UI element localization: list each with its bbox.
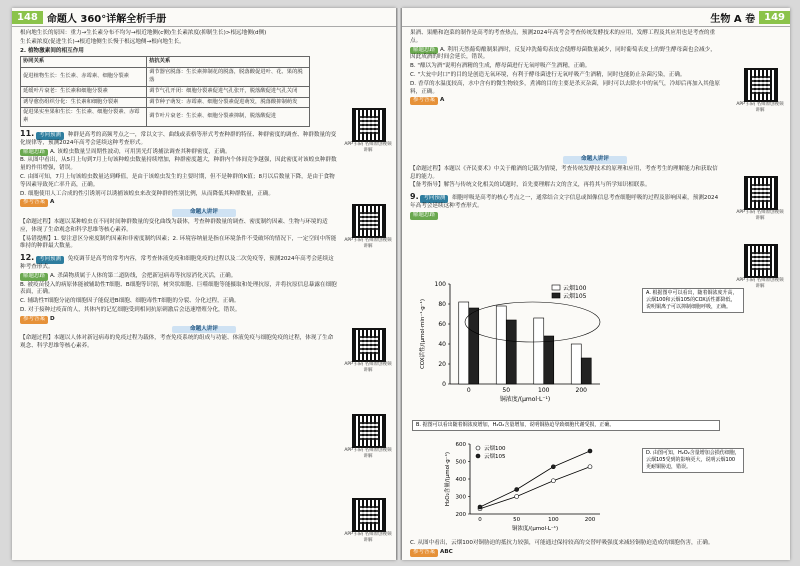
- left-page-number: 148: [12, 11, 43, 24]
- y-tick-label: 600: [455, 442, 466, 448]
- table-cell: 调节气孔开闭：细胞分裂素促进气孔张开，脱落酸促进气孔关闭: [147, 86, 310, 97]
- data-point: [588, 465, 592, 469]
- h2o2-chart: [442, 438, 622, 538]
- qr-caption: APP 扫码 名师原创视频讲解: [344, 142, 392, 153]
- legend-swatch: [552, 285, 560, 290]
- bar: [544, 336, 554, 384]
- qr-caption: APP 扫码 名师原创视频讲解: [344, 238, 392, 249]
- left-content: [20, 30, 388, 352]
- table-row: [21, 86, 310, 97]
- y-tick-label: 20: [438, 361, 446, 368]
- q12-option-a: A. 杀菌物质属于人体的第二道防线，会把新冠病毒等抗原消化灭活，正确。: [50, 272, 237, 279]
- series-line: [480, 467, 590, 509]
- section-title: 命题人讲评: [563, 156, 627, 164]
- x-tick-label: 50: [513, 517, 521, 523]
- data-point: [478, 505, 482, 509]
- q11-tag: 考向预测: [36, 132, 64, 140]
- data-point: [515, 495, 519, 499]
- q9-tag: 考向预测: [420, 195, 448, 203]
- table-cell: 促进植物生长：生长素、赤霉素、细胞分裂素: [21, 68, 147, 87]
- q9-stem: [410, 193, 720, 211]
- y-tick-label: 500: [455, 459, 466, 466]
- x-tick-label: 0: [478, 517, 482, 523]
- intro-line: 根向地生长的原因：重力→生长素分布不均匀→根近地侧(c侧)生长素浓度(抑制生长)>根远地侧(d侧): [20, 30, 267, 36]
- q11-tip: 【易错提醒】1. 要注意区分密度制约因素和非密度制约因素；2. 环境容纳量是指在环境条件不受破坏的情况下，一定空间中所能维持的种群最大数量。: [20, 235, 337, 250]
- x-tick-label: 0: [466, 387, 471, 394]
- bar: [469, 308, 479, 384]
- y-tick-label: 100: [434, 281, 446, 288]
- legend-label: 云烟100: [563, 285, 587, 292]
- q12-analysis-tag: 解题思路: [20, 273, 48, 281]
- legend-marker: [476, 446, 480, 450]
- bar: [506, 320, 516, 384]
- prep-guide: 【备考指导】解答与传统文化相关的试题时，首先要理解古文的含义，再将其与所学知识相联系。: [410, 182, 651, 189]
- y-tick-label: 0: [442, 381, 446, 388]
- x-tick-label: 50: [502, 387, 511, 394]
- q11-number: 11.: [20, 128, 35, 138]
- q11-option-a: A. 该蝗虫数量呈周期性波动，可用黑光灯诱捕法调查其种群密度，正确。: [50, 148, 231, 155]
- x-axis-label: 铜浓度/(μmol·L⁻¹): [511, 526, 559, 532]
- q11-section-title: 命题人讲评: [172, 209, 236, 217]
- review-block: [410, 154, 780, 221]
- q12-option-b: B. 被疫苗侵入的病原体能被辅助性T细胞、B细胞等识别，树突状细胞、巨噬细胞等能摄取和处理抗原，并将抗原信息暴露在细胞表面，正确。: [20, 281, 337, 296]
- bar: [534, 318, 544, 384]
- final-answer: ABC: [440, 548, 453, 555]
- q12-tag: 考向预测: [36, 256, 64, 264]
- highlight-ellipse: [465, 302, 600, 342]
- y-axis-label: COX活性/(μmol·min⁻¹·g⁻¹): [420, 298, 426, 370]
- q12-stem: [20, 254, 338, 272]
- q9-stem-text: 细胞呼吸是高考的核心考点之一，通常结合文字信息或图像信息考查细胞呼吸的过程及影响因素，预测2024年高考会延续这种考查形式。: [410, 195, 719, 209]
- legend-label: 云烟105: [484, 454, 506, 460]
- y-tick-label: 80: [438, 301, 446, 308]
- table-cell: 调节器官脱落：生长素抑制花的脱落，脱落酸促进叶、花、果的脱落: [147, 68, 310, 87]
- q11-option-d: D. 细胞使用人工合成的性引诱剂可以诱捕该蝗虫来改变种群的性别比例，从而降低其种群数量，正确。: [20, 190, 274, 197]
- data-point: [515, 488, 519, 492]
- qr-code-icon[interactable]: [744, 68, 778, 102]
- qr-code-icon[interactable]: [744, 176, 778, 210]
- qr-caption: APP 扫码 名师原创视频讲解: [736, 210, 784, 221]
- cox-activity-chart: [416, 274, 636, 414]
- data-point: [551, 465, 555, 469]
- answer-tag: 参考答案: [410, 97, 438, 105]
- q11-option-c: C. 由图可知，7月上旬该蝗虫数量达到峰值，是由于该蝗虫发生的主要时期，但不是种群的K值；8月以后数量下降，是由于食物等因素导致死亡率升高，正确。: [20, 173, 335, 188]
- x-tick-label: 200: [575, 387, 587, 394]
- qr-code-icon[interactable]: [352, 108, 386, 142]
- hormone-table: [20, 56, 310, 127]
- option-b: B. "酿以为酒"说明有酒精的生成，酵母菌进行无氧呼吸产生酒精，正确。: [410, 63, 591, 70]
- table-header: 拮抗关系: [147, 57, 310, 68]
- left-page: [12, 8, 396, 560]
- y-axis-label: H₂O₂含量/(μmol·g⁻¹): [445, 451, 451, 507]
- bar: [571, 344, 581, 384]
- y-tick-label: 60: [438, 321, 446, 328]
- qr-code-icon[interactable]: [744, 244, 778, 278]
- left-header: [12, 8, 396, 27]
- qr-code-icon[interactable]: [352, 498, 386, 532]
- q9-conclusion: [410, 540, 782, 558]
- right-page: [402, 8, 790, 560]
- table-cell: 调节叶片衰老：生长素、细胞分裂素抑制，脱落酸促进: [147, 108, 310, 127]
- q11-answer: A: [50, 199, 55, 206]
- q12-number: 12.: [20, 253, 35, 263]
- bar: [581, 358, 591, 384]
- q11-option-b: B. 从图中看出，从5月上旬到7月上旬该种蝗虫数量持续增加，种群密度越大，种群内个体间竞争越强，因此密度对该蝗虫种群数量的作用增强，错误。: [20, 157, 337, 172]
- explanation-box-a: A. 根据图中可以看出，随着铜浓度升高，云烟100和云烟105的COX活性都降低，说明铜离子可以抑制细胞呼吸，正确。: [642, 288, 744, 313]
- qr-caption: APP 扫码 名师原创视频讲解: [344, 448, 392, 459]
- table-row: [21, 97, 310, 108]
- intro-line: 生长素浓度(促进生长)→根近地侧生长慢于根远地侧→根向地生长。: [20, 38, 185, 45]
- x-tick-label: 100: [548, 517, 559, 523]
- right-page-number: 149: [759, 11, 790, 24]
- qr-code-icon[interactable]: [352, 204, 386, 238]
- q12-stem-text: 免疫调节是高考的常考内容，常考查体液免疫和细胞免疫的过程以及二次免疫等，预测2024年高考会延续这种考查形式。: [20, 256, 334, 270]
- table-cell: 诱导愈伤组织分化：生长素和细胞分裂素: [21, 97, 147, 108]
- legend-swatch: [552, 293, 560, 298]
- book-title: 命题人 360°详解全析手册: [46, 13, 167, 25]
- q12-section-title: 命题人讲评: [172, 326, 236, 334]
- q11-analysis-tag: 解题思路: [20, 149, 48, 157]
- topic-intro: 果酒、果醋和泡菜的制作是高考的考查热点，预测2024年高考会考查传统发酵技术的应用，发酵工程及其应用也是考查的重点。: [410, 30, 716, 44]
- subject-title: 生物 A 卷: [710, 13, 756, 25]
- q12-option-d: D. 对于接种过疫苗的人，其体内的记忆细胞受到相同抗原刺激后会迅速增殖分化，错误。: [20, 306, 241, 313]
- data-point: [551, 479, 555, 483]
- x-tick-label: 100: [538, 387, 550, 394]
- legend-label: 云烟100: [484, 446, 506, 452]
- right-content: [410, 30, 720, 106]
- q9-number: 9.: [410, 192, 419, 202]
- answer: A: [440, 97, 445, 104]
- bar: [496, 306, 506, 384]
- qr-caption: APP 扫码 名师原创视频讲解: [344, 532, 392, 543]
- q11-answer-tag: 参考答案: [20, 199, 48, 207]
- legend-marker: [476, 454, 480, 458]
- option-c-conclusion: C. 从图中看出，云烟100对铜胁迫的抵抗力较强，可能通过保持较高的交替呼吸强度来减轻铜胁迫造成的细胞伤害，正确。: [410, 540, 714, 546]
- legend-label: 云烟105: [563, 293, 587, 300]
- y-tick-label: 400: [455, 477, 466, 483]
- q12-answer-tag: 参考答案: [20, 316, 48, 324]
- right-header: [402, 8, 790, 27]
- table-cell: 延缓叶片衰老：生长素和细胞分裂素: [21, 86, 147, 97]
- x-tick-label: 200: [584, 517, 596, 523]
- x-axis-label: 铜浓度/(μmol·L⁻¹): [499, 396, 551, 403]
- option-a: A. 利用天然葡萄酿制果酒时，反复冲洗葡萄表皮会使酵母菌数量减少，同时葡萄表皮上的野生酵母菌也会减少，因此成酒的时间会延长，错误。: [410, 46, 716, 61]
- table-title: 2. 植物激素间的相互作用: [20, 47, 84, 54]
- y-tick-label: 200: [455, 512, 466, 518]
- table-cell: 促进果实坐果和生长：生长素、细胞分裂素、赤霉素: [21, 108, 147, 127]
- q11-review: 【命题过程】本题以某种蝗虫在不同时间种群数量的变化曲线为载体，考查种群数量的调查、密度制约因素、生物与环境的适应，体现了生命观念和科学思维等核心素养。: [20, 218, 328, 233]
- table-header: 协同关系: [21, 57, 147, 68]
- option-d: D. 香草的水温度较高，水中含有的微生物较多，煮沸的目的主要是杀灭杂菌，同时可以去除水中的氧气，冷却后再加入其他原料，正确。: [410, 80, 720, 95]
- q12-review: 【命题过程】本题以人体对新冠病毒的免疫过程为载体，考查免疫系统的组成与功能、体液免疫与细胞免疫的过程，体现了生命观念、科学思维等核心素养。: [20, 335, 334, 350]
- qr-caption: APP 扫码 名师原创视频讲解: [736, 278, 784, 289]
- q9-analysis-tag: 解题思路: [410, 212, 438, 220]
- explanation-box-d: D. 由图可知，H₂O₂含量增加会损伤细胞，云烟105受到的影响更大，说明云烟100更耐铜胁迫，错误。: [642, 448, 744, 473]
- bar: [459, 302, 469, 384]
- y-tick-label: 40: [438, 341, 446, 348]
- q11-stem: [20, 130, 338, 148]
- table-row: [21, 108, 310, 127]
- q11-stem-text: 种群是高考的高频考点之一，常以文字、曲线或表格等形式考查种群的特征、种群密度的调查、种群数量的变化规律等，预测2024年高考会延续这种考查形式。: [20, 131, 337, 146]
- table-cell: 调节种子萌发：赤霉素、细胞分裂素促进萌发，脱落酸抑制萌发: [147, 97, 310, 108]
- final-answer-tag: 参考答案: [410, 549, 438, 557]
- option-c: C. "大瓮中封口"的目的是创造无氧环境，有利于酵母菌进行无氧呼吸产生酒精，同时也能防止杂菌污染，正确。: [410, 71, 686, 78]
- qr-caption: APP 扫码 名师原创视频讲解: [736, 102, 784, 113]
- qr-code-icon[interactable]: [352, 328, 386, 362]
- explanation-box-b: B. 据图可以看出随着铜浓度增加，H₂O₂含量增加，说明铜胁迫导致细胞代谢受损，正确。: [412, 420, 720, 431]
- qr-code-icon[interactable]: [352, 414, 386, 448]
- analysis-tag: 解题思路: [410, 47, 438, 55]
- qr-caption: APP 扫码 名师原创视频讲解: [344, 362, 392, 373]
- q12-answer: D: [50, 315, 55, 322]
- table-row: [21, 68, 310, 87]
- y-tick-label: 300: [455, 494, 466, 501]
- review-text: 【命题过程】本题以《齐民要术》中关于酿酒的记载为情境，考查传统发酵技术的原理和应用，考查考生的理解能力和获取信息的能力。: [410, 165, 718, 180]
- q12-option-c: C. 辅助性T细胞分泌的细胞因子能促进B细胞、细胞毒性T细胞的分裂、分化过程，正确。: [20, 298, 240, 305]
- data-point: [588, 449, 592, 453]
